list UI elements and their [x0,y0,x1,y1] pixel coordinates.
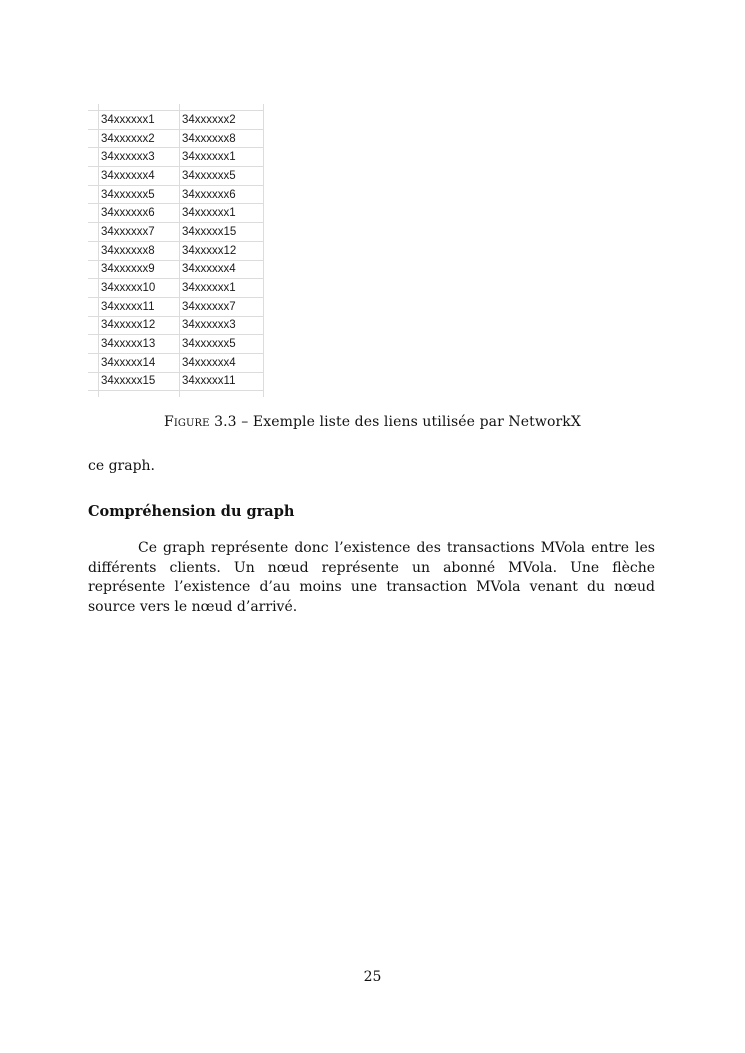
row-gutter [88,335,99,354]
section-heading: Compréhension du graph [88,503,295,520]
empty-cell [180,391,264,398]
target-node-cell: 34xxxxxx6 [180,185,264,204]
target-node-cell: 34xxxxxx8 [180,129,264,148]
target-node-cell: 34xxxxx12 [180,241,264,260]
spreadsheet-row [88,167,264,186]
row-gutter [88,129,99,148]
row-gutter [88,316,99,335]
row-gutter [88,223,99,242]
source-node-cell: 34xxxxxx8 [99,241,180,260]
source-node-cell: 34xxxxxx2 [99,129,180,148]
target-node-cell: 34xxxxxx2 [180,111,264,130]
spreadsheet-row [88,316,264,335]
spreadsheet-row [88,185,264,204]
spreadsheet-row [88,241,264,260]
target-node-cell: 34xxxxxx3 [180,316,264,335]
spreadsheet-row [88,297,264,316]
spreadsheet-body [88,104,264,397]
row-gutter [88,372,99,391]
spreadsheet-row [88,353,264,372]
spreadsheet-row [88,204,264,223]
spreadsheet-row [88,111,264,130]
source-node-cell: 34xxxxxx4 [99,167,180,186]
row-gutter [88,167,99,186]
body-paragraph: Ce graph représente donc l’existence des transactions MVola entre les différents clients. Un nœud représente un abonné MVola. Une flèche représente l’existence d’au moins une transaction MVola venant du nœud source vers le nœud d’arrivé. [88,540,655,615]
target-node-cell: 34xxxxx15 [180,223,264,242]
spreadsheet-row [88,372,264,391]
row-gutter [88,148,99,167]
source-node-cell: 34xxxxxx1 [99,111,180,130]
target-node-cell: 34xxxxxx4 [180,260,264,279]
row-gutter [88,111,99,130]
source-node-cell: 34xxxxxx6 [99,204,180,223]
spreadsheet-row [88,129,264,148]
figure-caption [0,414,745,430]
source-node-cell: 34xxxxx11 [99,297,180,316]
source-node-cell: 34xxxxx14 [99,353,180,372]
target-node-cell: 34xxxxxx5 [180,335,264,354]
source-node-cell: 34xxxxx13 [99,335,180,354]
continuation-text: ce graph. [88,458,156,474]
spreadsheet-row [88,335,264,354]
page-number: 25 [363,969,382,985]
source-node-cell: 34xxxxxx3 [99,148,180,167]
row-gutter [88,391,99,398]
source-node-cell: 34xxxxx15 [99,372,180,391]
spreadsheet-row [88,148,264,167]
empty-cell [99,391,180,398]
row-gutter [88,297,99,316]
row-gutter [88,241,99,260]
figure-label: Figure 3.3 [164,414,237,430]
source-node-cell: 34xxxxxx5 [99,185,180,204]
row-gutter [88,353,99,372]
target-node-cell: 34xxxxxx1 [180,279,264,298]
spreadsheet-row [88,279,264,298]
target-node-cell: 34xxxxxx4 [180,353,264,372]
spreadsheet-row [88,223,264,242]
target-node-cell: 34xxxxx11 [180,372,264,391]
source-node-cell: 34xxxxxx9 [99,260,180,279]
link-list-spreadsheet [88,104,264,397]
target-node-cell: 34xxxxxx1 [180,148,264,167]
source-node-cell: 34xxxxx12 [99,316,180,335]
target-node-cell: 34xxxxxx7 [180,297,264,316]
source-node-cell: 34xxxxx10 [99,279,180,298]
target-node-cell: 34xxxxxx5 [180,167,264,186]
target-node-cell: 34xxxxxx1 [180,204,264,223]
row-gutter [88,185,99,204]
spreadsheet-bottom-row [88,391,264,398]
spreadsheet-row [88,260,264,279]
row-gutter [88,279,99,298]
source-node-cell: 34xxxxxx7 [99,223,180,242]
row-gutter [88,204,99,223]
row-gutter [88,260,99,279]
caption-text: Exemple liste des liens utilisée par NetworkX [252,414,581,430]
caption-separator: – [236,414,253,430]
